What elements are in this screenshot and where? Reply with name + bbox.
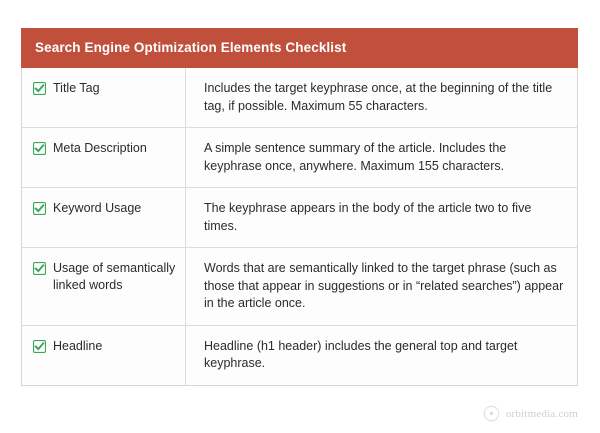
checkbox-checked-icon[interactable]	[33, 262, 46, 275]
table-row	[22, 128, 578, 188]
description-text: The keyphrase appears in the body of the article two to five times.	[204, 201, 532, 233]
item-label: Headline	[53, 338, 103, 353]
description-cell	[186, 188, 578, 248]
table-row	[22, 325, 578, 385]
item-cell	[22, 248, 186, 326]
description-text: A simple sentence summary of the article. Includes the keyphrase once, anywhere. Maximum 155 characters.	[204, 141, 507, 173]
description-cell	[186, 128, 578, 188]
description-cell	[186, 68, 578, 128]
item-label: Title Tag	[53, 81, 100, 95]
card-title: Search Engine Optimization Elements Checklist	[21, 28, 578, 68]
item-cell	[22, 188, 186, 248]
checklist-card	[21, 28, 578, 386]
description-text: Words that are semantically linked to the target phrase (such as those that appear in suggestions or in “related searches”) appear in the article once.	[204, 261, 564, 310]
footer-watermark	[483, 405, 578, 422]
item-label: Keyword Usage	[53, 201, 142, 215]
checklist-table	[21, 68, 578, 386]
checkbox-checked-icon[interactable]	[33, 142, 46, 155]
orbit-circle-icon	[483, 405, 500, 422]
item-cell	[22, 325, 186, 385]
checkbox-checked-icon[interactable]	[33, 82, 46, 95]
description-cell	[186, 325, 578, 385]
description-text: Headline (h1 header) includes the general top and target keyphrase.	[204, 338, 518, 370]
table-row	[22, 188, 578, 248]
checkbox-checked-icon[interactable]	[33, 202, 46, 215]
item-label: Usage of semantically linked words	[53, 261, 176, 292]
description-cell	[186, 248, 578, 326]
item-label: Meta Description	[53, 141, 147, 155]
table-row	[22, 68, 578, 128]
footer-label: orbitmedia.com	[505, 407, 578, 420]
item-cell	[22, 68, 186, 128]
item-cell	[22, 128, 186, 188]
description-text: Includes the target keyphrase once, at the beginning of the title tag, if possible. Maximum 55 characters.	[204, 81, 553, 113]
checkbox-checked-icon[interactable]	[33, 340, 46, 353]
table-row	[22, 248, 578, 326]
checklist-table-body	[22, 68, 578, 385]
